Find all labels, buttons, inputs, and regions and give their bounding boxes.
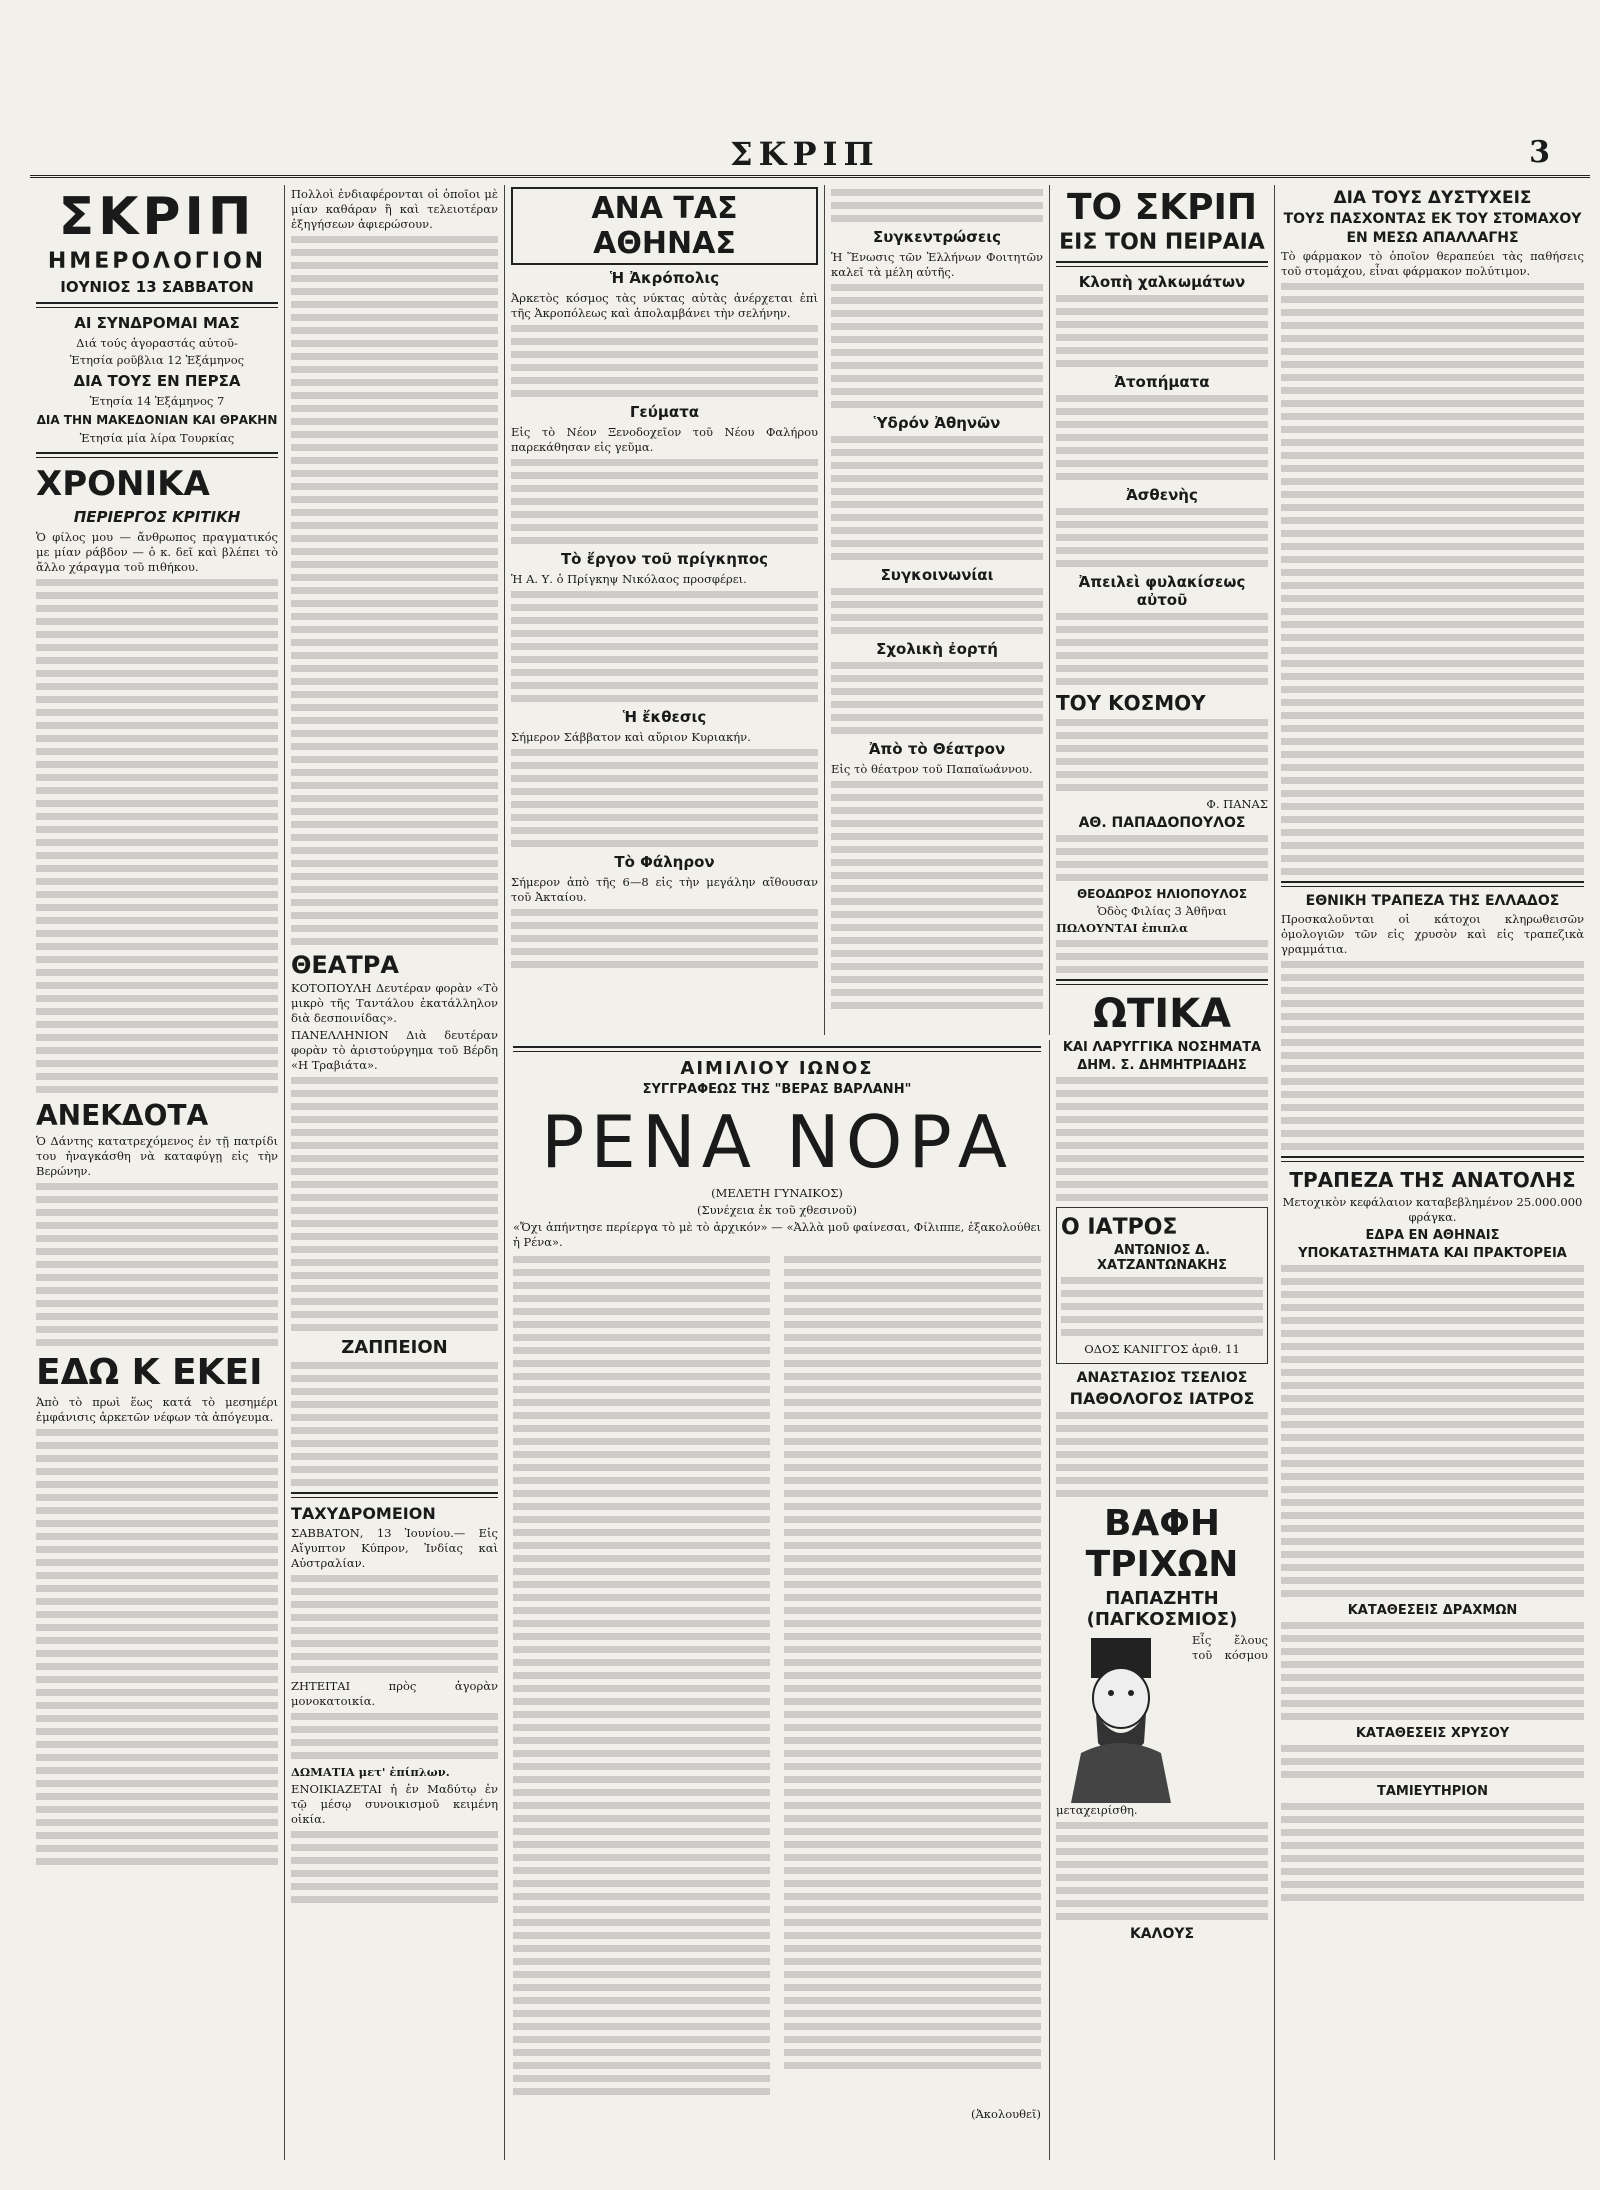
col4-top	[831, 189, 1043, 222]
tachydromeion-body	[291, 1575, 498, 1673]
zappeion-body	[291, 1362, 498, 1486]
papazhth-title: ΠΑΠΑΖΗΤΗ (ΠΑΓΚΟΣΜΙΟΣ)	[1086, 1588, 1238, 1630]
serial-continuation: (Συνέχεια ἐκ τοῦ χθεσινοῦ)	[697, 1203, 857, 1217]
prince-body	[511, 591, 818, 702]
tamieutirion-body	[1281, 1803, 1584, 1901]
tselios-body	[1056, 1412, 1268, 1497]
chronika-body	[36, 579, 278, 1093]
column-6	[1275, 185, 1590, 2160]
theatro-heading: Ἀπὸ τὸ Θέατρον	[868, 740, 1006, 758]
serial-subtitle: (ΜΕΛΕΤΗ ΓΥΝΑΙΚΟΣ)	[711, 1186, 843, 1200]
hliopoulos-address: Ὁδὸς Φιλίας 3 Ἀθῆναι	[1097, 904, 1227, 918]
enoikiazetai-ad: ΕΝΟΙΚΙΑΖΕΤΑΙ ἡ ἐν Μαδύτῳ ἐν τῷ μέσῳ συνοικισμοῦ κειμένη οἰκία.	[291, 1782, 498, 1826]
iatros-box	[1056, 1207, 1268, 1364]
man-portrait-icon	[1056, 1633, 1186, 1803]
asthenis-heading: Ἀσθενὴς	[1126, 486, 1198, 504]
serial-title: ΡΕΝΑ ΝΟΡΑ	[540, 1100, 1014, 1184]
foreign-price: Ἐτησία 14 Ἑξάμηνος 7	[89, 394, 225, 408]
vafi-body	[1056, 1822, 1268, 1920]
ydron-body	[831, 436, 1043, 560]
serial-col-right	[784, 1256, 1041, 2101]
macedonia-heading: ΔΙΑ ΤΗΝ ΜΑΚΕΔΟΝΙΑΝ ΚΑΙ ΘΡΑΚΗΝ	[36, 413, 278, 427]
scholiki-heading: Σχολικὴ ἐορτή	[876, 640, 998, 658]
trapeza-anatolis-body	[1281, 1265, 1584, 1597]
skrip-peiraia-subtitle: ΕΙΣ ΤΟΝ ΠΕΙΡΑΙΑ	[1059, 230, 1265, 255]
polountai-body	[1056, 940, 1268, 973]
theatra-text-2: ΠΑΝΕΛΛΗΝΙΟΝ Διὰ δευτέραν φορὰν τὸ ἀριστούργημα τοῦ Βέρδη «Η Τραβιάτα».	[291, 1028, 498, 1072]
chronika-heading: ΧΡΟΝΙΚΑ	[36, 464, 210, 504]
anekdota-body	[36, 1183, 278, 1346]
subscriptions-text: Διά τούς ἀγοραστάς αὐτοῦ-	[76, 336, 238, 350]
serial-author-desc: ΣΥΓΓΡΑΦΕΩΣ ΤΗΣ "ΒΕΡΑΣ ΒΑΡΛΑΝΗ"	[642, 1082, 912, 1097]
subscriptions-price: Ἐτησία ροῦβλια 12 Ἑξάμηνος	[69, 353, 245, 367]
col2-intro: Πολλοὶ ἐνδιαφέρονται οἱ ὁποῖοι μὲ μίαν καθάραν ἢ καὶ τελειοτέραν ἐξηγήσεων ἀφιερώσουν.	[291, 187, 498, 231]
papadopoulos-body	[1056, 835, 1268, 881]
foreign-heading: ΔΙΑ ΤΟΥΣ ΕΝ ΠΕΡΣΑ	[73, 372, 241, 390]
panas-signature: Φ. ΠΑΝΑΣ	[1206, 797, 1268, 811]
rule	[1281, 881, 1584, 887]
atopimata-body	[1056, 395, 1268, 480]
synkoinoniai-heading: Συγκοινωνίαι	[880, 566, 994, 584]
theatra-body	[291, 1077, 498, 1331]
ethniki-trapeza-heading: ΕΘΝΙΚΗ ΤΡΑΠΕΖΑ ΤΗΣ ΕΛΛΑΔΟΣ	[1305, 893, 1560, 909]
tselios-name: ΑΝΑΣΤΑΣΙΟΣ ΤΣΕΛΙΟΣ	[1076, 1370, 1248, 1386]
vafi-text: Εἶς ἔλους τοῦ κόσμου μεταχειρίσθη.	[1056, 1633, 1268, 1817]
scholiki-body	[831, 662, 1043, 734]
faliro-body	[511, 909, 818, 968]
stomach-body	[1281, 283, 1584, 875]
page-number: 3	[1529, 135, 1550, 170]
column-5	[1050, 185, 1275, 2160]
papadopoulos-ad: ΑΘ. ΠΑΠΑΔΟΠΟΥΛΟΣ	[1078, 815, 1246, 831]
polountai-ad: ΠΩΛΟΥΝΤΑΙ ἐπιπλα	[1056, 921, 1188, 935]
klopi-heading: Κλοπὴ χαλκωμάτων	[1078, 273, 1246, 291]
stomach-heading-2: ΤΟΥΣ ΠΑΣΧΟΝΤΑΣ ΕΚ ΤΟΥ ΣΤΟΜΑΧΟΥ	[1283, 211, 1582, 227]
anekdota-heading: ΑΝΕΚΔΟΤΑ	[36, 1099, 209, 1132]
rule	[1281, 1156, 1584, 1162]
column-4	[825, 185, 1050, 1035]
katatheseis-drachmon-body	[1281, 1622, 1584, 1720]
serial-col-left	[513, 1256, 770, 2101]
serial-author: ΑΙΜΙΛΙΟΥ ΙΩΝΟΣ	[680, 1058, 874, 1079]
tachydromeion-text: ΣΑΒΒΑΤΟΝ, 13 Ἰουνίου.— Εἰς Αἴγυπτον Κύπρον, Ἰνδίας καὶ Αὐστραλίαν.	[291, 1526, 498, 1570]
synkentroseis-heading: Συγκεντρώσεις	[873, 228, 1001, 246]
stomach-heading-1: ΔΙΑ ΤΟΥΣ ΔΥΣΤΥΧΕΙΣ	[1333, 188, 1532, 208]
iatros-heading: Ο ΙΑΤΡΟΣ	[1061, 1215, 1178, 1240]
rule	[1056, 979, 1268, 985]
chronika-text: Ὁ φίλος μου — ἄνθρωπος πραγματικός με μίαν ράβδον — ὁ κ. δεῖ καὶ βλέπει τὸ ἄλλο χάραγμα τοῦ πιθήκου.	[36, 530, 278, 574]
iatros-address: ΟΔΟΣ ΚΑΝΙΓΓΟΣ ἀριθ. 11	[1084, 1342, 1240, 1356]
akropolis-body	[511, 325, 818, 397]
athens-heading: ΑΝΑ ΤΑΣ ΑΘΗΝΑΣ	[511, 187, 818, 265]
stomach-text: Τὸ φάρμακον τὸ ὁποῖον θεραπεύει τὰς παθήσεις τοῦ στομάχου, εἶναι φάρμακον πολύτιμον.	[1281, 249, 1584, 278]
klopi-body	[1056, 295, 1268, 367]
ekthesis-heading: Ἡ ἔκθεσις	[622, 708, 707, 726]
zitetai-body	[291, 1713, 498, 1759]
enoikiazetai-body	[291, 1831, 498, 1903]
calendar-subtitle: ΗΜΕΡΟΛΟΓΙΟΝ	[47, 249, 267, 274]
rule	[36, 452, 278, 458]
faliro-heading: Τὸ Φάληρον	[614, 853, 715, 871]
geumata-body	[511, 459, 818, 544]
katatheseis-drachmon-heading: ΚΑΤΑΘΕΣΕΙΣ ΔΡΑΧΜΩΝ	[1347, 1603, 1518, 1618]
otika-title: ΩΤΙΚΑ	[1092, 991, 1232, 1037]
kosmos-body	[1056, 719, 1268, 791]
prince-heading: Τὸ ἔργον τοῦ πρίγκηπος	[560, 550, 769, 568]
rule	[1056, 261, 1268, 267]
serial-to-be-continued: (Ἀκολουθεῖ)	[971, 2107, 1041, 2121]
rule	[36, 302, 278, 308]
stomach-heading-3: ΕΝ ΜΕΣΩ ΑΠΑΛΛΑΓΗΣ	[1346, 230, 1519, 246]
column-2	[285, 185, 505, 2160]
ethniki-trapeza-body	[1281, 961, 1584, 1150]
masthead	[30, 135, 1590, 178]
newspaper-page	[30, 40, 1590, 2170]
katatheseis-chrysou-body	[1281, 1745, 1584, 1778]
col2-body	[291, 236, 498, 945]
rule	[513, 1046, 1041, 1052]
serial-story	[505, 1040, 1050, 2160]
ekthesis-text: Σήμερον Σάββατον καὶ αὔριον Κυριακήν.	[511, 730, 751, 744]
theatro-text: Εἰς τὸ θέατρον τοῦ Παπαϊωάννου.	[831, 762, 1033, 776]
kalous-ad: ΚΑΛΟΥΣ	[1129, 1926, 1195, 1942]
edo-ekei-body	[36, 1429, 278, 1865]
tamieutirion-heading: ΤΑΜΙΕΥΤΗΡΙΟΝ	[1376, 1784, 1489, 1799]
prince-text: Ἡ Α. Υ. ὁ Πρίγκηψ Νικόλαος προσφέρει.	[511, 572, 747, 586]
apeili-heading: Ἀπειλεὶ φυλακίσεως αὐτοῦ	[1078, 573, 1246, 609]
synkentroseis-text: Ἡ Ἕνωσις τῶν Ἑλλήνων Φοιτητῶν καλεῖ τὰ μέλη αὐτῆς.	[831, 250, 1043, 279]
otika-subtitle: ΚΑΙ ΛΑΡΥΓΓΙΚΑ ΝΟΣΗΜΑΤΑ	[1062, 1040, 1262, 1055]
zitetai-ad: ΖΗΤΕΙΤΑΙ πρὸς ἀγορὰν μονοκατοικία.	[291, 1679, 498, 1708]
theatra-text: ΚΟΤΟΠΟΥΛΗ Δευτέραν φορὰν «Τὸ μικρὸ τῆς Ταντάλου ἐκατάλληλον διὰ δεσποινίδας».	[291, 981, 498, 1025]
ekthesis-body	[511, 749, 818, 847]
zappeion-heading: ΖΑΠΠΕΙΟΝ	[341, 1337, 448, 1358]
chronika-subheading: ΠΕΡΙΕΡΓΟΣ ΚΡΙΤΙΚΗ	[73, 508, 241, 526]
trapeza-anatolis-seat: ΕΔΡΑ ΕΝ ΑΘΗΝΑΙΣ	[1365, 1228, 1500, 1243]
kosmos-heading: ΤΟΥ ΚΟΣΜΟΥ	[1056, 691, 1206, 715]
anekdota-text: Ὁ Δάντης κατατρεχόμενος ἐν τῇ πατρίδι του ἠναγκάσθη νὰ καταφύγῃ εἰς τὴν Βερώνην.	[36, 1134, 278, 1178]
akropolis-heading: Ἡ Ἀκρόπολις	[609, 269, 720, 287]
ydron-heading: Ὑδρόν Ἀθηνῶν	[873, 414, 1001, 432]
vafi-title: ΒΑΦΗ ΤΡΙΧΩΝ	[1085, 1503, 1239, 1585]
iatros-body	[1061, 1277, 1263, 1336]
edo-ekei-heading: ΕΔΩ Κ ΕΚΕΙ	[36, 1352, 263, 1393]
iatros-name: ΑΝΤΩΝΙΟΣ Δ. ΧΑΤΖΑΝΤΩΝΑΚΗΣ	[1096, 1243, 1227, 1273]
calendar-title: ΣΚΡΙΠ	[58, 187, 256, 247]
subscriptions-heading: ΑΙ ΣΥΝΔΡΟΜΑΙ ΜΑΣ	[74, 314, 240, 332]
edo-ekei-text: Ἀπὸ τὸ πρωὶ ἕως κατά τὸ μεσημέρι ἐμφάνισις ἀρκετῶν νέφων τὰ ἀπόγευμα.	[36, 1395, 278, 1424]
masthead-title: ΣΚΡΙΠ	[730, 135, 880, 173]
trapeza-anatolis-heading: ΤΡΑΠΕΖΑ ΤΗΣ ΑΝΑΤΟΛΗΣ	[1289, 1168, 1576, 1192]
katatheseis-chrysou-heading: ΚΑΤΑΘΕΣΕΙΣ ΧΡΥΣΟΥ	[1355, 1726, 1510, 1741]
rule	[291, 1492, 498, 1498]
hliopoulos-name: ΘΕΟΔΩΡΟΣ ΗΛΙΟΠΟΥΛΟΣ	[1076, 887, 1248, 901]
apeili-body	[1056, 613, 1268, 685]
serial-text: «Ὄχι ἀπήντησε περίεργα τὸ μὲ τὸ ἀρχικόν» — «Ἀλλὰ μοῦ φαίνεσαι, Φίλιππε, ἐξακολούθει ἡ Ρένα».	[513, 1220, 1041, 1249]
tselios-title: ΠΑΘΟΛΟΓΟΣ ΙΑΤΡΟΣ	[1069, 1389, 1255, 1408]
serial-columns	[513, 1252, 1041, 2105]
trapeza-anatolis-branches: ΥΠΟΚΑΤΑΣΤΗΜΑΤΑ ΚΑΙ ΠΡΑΚΤΟΡΕΙΑ	[1298, 1246, 1567, 1261]
theatro-body	[831, 781, 1043, 1009]
skrip-peiraia-title: ΤΟ ΣΚΡΙΠ	[1066, 187, 1258, 228]
column-1	[30, 185, 285, 2160]
domatia-ad: ΔΩΜΑΤΙΑ μετ' ἐπίπλων.	[291, 1765, 450, 1779]
trapeza-anatolis-capital: Μετοχικὸν κεφάλαιον καταβεβλημένον 25.000.000 φράγκα.	[1282, 1195, 1583, 1224]
akropolis-text: Ἀρκετὸς κόσμος τὰς νύκτας αὐτὰς ἀνέρχεται ἐπὶ τῆς Ἀκροπόλεως καὶ ἀπολαμβάνει τὴν σελήνην.	[511, 291, 818, 320]
column-3	[505, 185, 825, 1035]
geumata-heading: Γεύματα	[629, 403, 700, 421]
asthenis-body	[1056, 508, 1268, 567]
macedonia-price: Ἐτησία μία λίρα Τουρκίας	[79, 431, 235, 445]
atopimata-heading: Ἀτοπήματα	[1114, 373, 1210, 391]
calendar-date: ΙΟΥΝΙΟΣ 13 ΣΑΒΒΑΤΟΝ	[60, 278, 254, 296]
otika-doctor: ΔΗΜ. Σ. ΔΗΜΗΤΡΙΑΔΗΣ	[1077, 1058, 1247, 1073]
otika-body	[1056, 1077, 1268, 1201]
synkentroseis-body	[831, 284, 1043, 408]
ethniki-trapeza-text: Προσκαλοῦνται οἱ κάτοχοι κληρωθεισῶν ὁμολογιῶν τῶν εἰς χρυσὸν καὶ εἰς τραπεζικὰ γραμμάτια.	[1281, 912, 1584, 956]
tachydromeion-heading: ΤΑΧΥΔΡΟΜΕΙΟΝ	[291, 1504, 436, 1523]
faliro-text: Σήμερον ἀπὸ τῆς 6—8 εἰς τὴν μεγάλην αἴθουσαν τοῦ Ἀκταίου.	[511, 875, 818, 904]
synkoinoniai-body	[831, 588, 1043, 634]
theatra-heading: ΘΕΑΤΡΑ	[291, 951, 399, 979]
geumata-text: Εἰς τὸ Νέον Ξενοδοχεῖον τοῦ Νέου Φαλήρου παρεκάθησαν εἰς γεῦμα.	[511, 425, 818, 454]
